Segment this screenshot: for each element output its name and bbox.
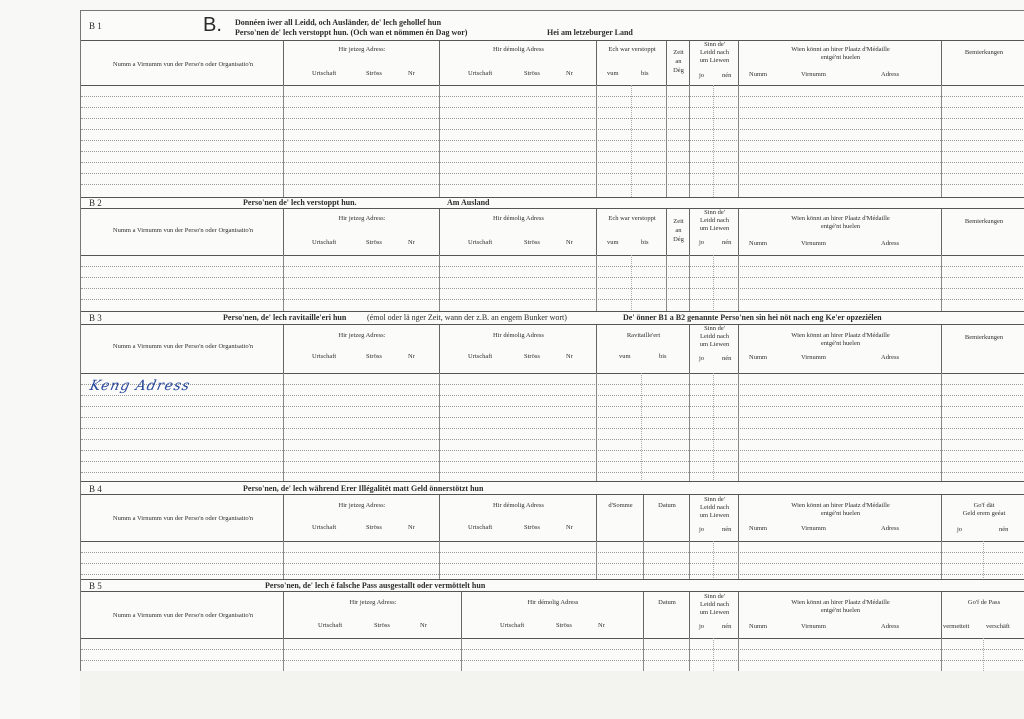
title-line-2-bold: Hei am letzeburger Land bbox=[547, 28, 633, 37]
demolig-address-col bbox=[439, 325, 597, 373]
wien-label-2: entgé'nt huelen bbox=[820, 340, 861, 347]
section-title: Perso'nen de' lech verstoppt hun. bbox=[243, 198, 357, 207]
page-margin bbox=[80, 671, 1024, 719]
sinn-label-2: Leidd nach bbox=[699, 49, 730, 56]
demolig-address-label: Hir démolig Adress bbox=[493, 502, 544, 509]
nr-label: Nr bbox=[408, 524, 415, 531]
virnumm-label: Virnumm bbox=[801, 240, 826, 247]
datum-col bbox=[643, 592, 690, 638]
bemierkungen-col bbox=[941, 325, 1024, 373]
b4-header bbox=[81, 495, 1024, 542]
demolig-address-col bbox=[439, 209, 597, 255]
zeit-col bbox=[666, 209, 690, 255]
section-b3 bbox=[81, 311, 1024, 482]
stross-label: Ströss bbox=[556, 622, 572, 629]
name-col-label: Numm a Virnumm vun der Perso'n oder Organisatio'n bbox=[112, 61, 254, 68]
geld-erem-col bbox=[941, 495, 1024, 541]
section-b5 bbox=[81, 579, 1024, 673]
ortschaft-label: Urtschaft bbox=[312, 353, 337, 360]
section-b3-title bbox=[81, 312, 1024, 325]
wien-label-2: entgé'nt huelen bbox=[820, 223, 861, 230]
medaille-col bbox=[738, 209, 942, 255]
zeit-an-label: an bbox=[675, 227, 682, 234]
vum-label: vum bbox=[607, 239, 619, 246]
wien-label-1: Wien könnt an hirer Plaatz d'Médaille bbox=[791, 502, 890, 509]
sinn-col bbox=[689, 41, 739, 85]
current-address-label: Hir jetzeg Adress: bbox=[338, 46, 386, 53]
stross-label: Ströss bbox=[524, 524, 540, 531]
virnumm-label: Virnumm bbox=[801, 623, 826, 630]
medaille-col bbox=[738, 592, 942, 638]
sinn-label-3: um Liewen bbox=[699, 225, 730, 232]
demolig-address-label: Hir démolig Adress bbox=[493, 332, 544, 339]
nr-label: Nr bbox=[408, 353, 415, 360]
sinn-label-2: Leidd nach bbox=[699, 217, 730, 224]
vermeteit-label: vermetteit bbox=[943, 623, 970, 630]
numm-label: Numm bbox=[749, 623, 768, 630]
wien-label-2: entgé'nt huelen bbox=[820, 510, 861, 517]
wien-label-2: entgé'nt huelen bbox=[820, 607, 861, 614]
section-b4-title bbox=[81, 482, 1024, 495]
verstoppt-col bbox=[596, 41, 667, 85]
section-b1 bbox=[81, 11, 1024, 197]
bemierkungen-label: Bemierkungen bbox=[964, 49, 1004, 56]
stross-label: Ströss bbox=[366, 524, 382, 531]
section-title-right: De' önner B1 a B2 genannte Perso'nen sin hei nöt nach eng Ke'er opzeziélen bbox=[623, 313, 882, 322]
verstoppt-label: Ech war verstoppt bbox=[608, 46, 656, 53]
medaille-col bbox=[738, 495, 942, 541]
b1-rows bbox=[81, 85, 1024, 197]
verstoppt-label: Ech war verstoppt bbox=[608, 215, 656, 222]
current-address-label: Hir jetzeg Adress: bbox=[338, 215, 386, 222]
ravitaille-col bbox=[596, 325, 690, 373]
datum-col bbox=[643, 495, 690, 541]
sinn-label-2: Leidd nach bbox=[699, 504, 730, 511]
vum-label: vum bbox=[607, 70, 619, 77]
nen-label: nén bbox=[722, 526, 732, 533]
title-line-2: Perso'nen de' lech verstoppt hun. (Och wan et nömmen én Dag wor) bbox=[235, 28, 468, 37]
section-title: Perso'nen, de' lech é falsche Pass ausgestallt oder vermöttelt hun bbox=[265, 581, 486, 590]
b2-header bbox=[81, 209, 1024, 256]
nr-label: Nr bbox=[566, 70, 573, 77]
bis-label: bis bbox=[641, 70, 649, 77]
section-title: Perso'nen, de' lech während Erer Illégalitét matt Geld önnerstötzt hun bbox=[243, 484, 484, 493]
gof-pass-col bbox=[941, 592, 1024, 638]
virnumm-label: Virnumm bbox=[801, 71, 826, 78]
virnumm-label: Virnumm bbox=[801, 354, 826, 361]
wien-label-1: Wien könnt an hirer Plaatz d'Médaille bbox=[791, 599, 890, 606]
sinn-col bbox=[689, 325, 739, 373]
nr-label: Nr bbox=[408, 239, 415, 246]
jo-label: jo bbox=[699, 623, 705, 630]
stross-label: Ströss bbox=[524, 239, 540, 246]
nen-label: nén bbox=[722, 239, 732, 246]
nr-label: Nr bbox=[566, 239, 573, 246]
verstoppt-col bbox=[596, 209, 667, 255]
section-title-right: Am Ausland bbox=[447, 198, 490, 207]
sinn-label-3: um Liewen bbox=[699, 57, 730, 64]
sinn-col bbox=[689, 209, 739, 255]
virnumm-label: Virnumm bbox=[801, 525, 826, 532]
medaille-col bbox=[738, 41, 942, 85]
stross-label: Ströss bbox=[374, 622, 390, 629]
numm-label: Numm bbox=[749, 525, 768, 532]
section-b2 bbox=[81, 197, 1024, 312]
section-b1-title bbox=[81, 11, 1024, 41]
adress-label: Adress bbox=[881, 525, 900, 532]
zeit-an-label: an bbox=[675, 58, 682, 65]
current-address-col bbox=[283, 41, 440, 85]
ortschaft-label: Urtschaft bbox=[312, 239, 337, 246]
zeit-label: Zeit bbox=[673, 218, 684, 225]
demolig-address-col bbox=[439, 495, 597, 541]
wien-label-1: Wien könnt an hirer Plaatz d'Médaille bbox=[791, 215, 890, 222]
name-col-label: Numm a Virnumm vun der Perso'n oder Organisatio'n bbox=[112, 515, 254, 522]
zeit-deg-label: Dèg bbox=[673, 67, 684, 74]
wien-label-1: Wien könnt an hirer Plaatz d'Médaille bbox=[791, 332, 890, 339]
name-col-label: Numm a Virnumm vun der Perso'n oder Organisatio'n bbox=[112, 227, 254, 234]
wien-label-2: entgé'nt huelen bbox=[820, 54, 861, 61]
zeit-col bbox=[666, 41, 690, 85]
demolig-address-label: Hir démolig Adress bbox=[493, 215, 544, 222]
bemierkungen-label: Bemierkungen bbox=[964, 334, 1004, 341]
ortschaft-label: Urtschaft bbox=[468, 524, 493, 531]
sinn-label-3: um Liewen bbox=[699, 609, 730, 616]
form-sheet bbox=[80, 10, 1024, 672]
datum-label: Datum bbox=[658, 502, 676, 509]
medaille-col bbox=[738, 325, 942, 373]
sinn-label-1: Sinn de' bbox=[704, 209, 725, 216]
name-col-label: Numm a Virnumm vun der Perso'n oder Organisatio'n bbox=[112, 343, 254, 350]
datum-label: Datum bbox=[658, 599, 676, 606]
ortschaft-label: Urtschaft bbox=[468, 239, 493, 246]
current-address-label: Hir jetzeg Adress: bbox=[338, 502, 386, 509]
demolig-address-col bbox=[461, 592, 644, 638]
gofdat-label-2: Geld erem geéat bbox=[962, 510, 1006, 517]
bemierkungen-col bbox=[941, 41, 1024, 85]
nr-label: Nr bbox=[566, 524, 573, 531]
title-line-1: Donnéen iwer all Leidd, och Ausländer, de' lech gehollef hun bbox=[235, 18, 442, 27]
bemierkungen-col bbox=[941, 209, 1024, 255]
ravitaille-label: Ravitaille'ert bbox=[626, 332, 661, 339]
ortschaft-label: Urtschaft bbox=[468, 70, 493, 77]
nr-label: Nr bbox=[408, 70, 415, 77]
b5-header bbox=[81, 592, 1024, 639]
b5-rows bbox=[81, 638, 1024, 673]
numm-label: Numm bbox=[749, 354, 768, 361]
ortschaft-label: Urtschaft bbox=[312, 524, 337, 531]
wien-label-1: Wien könnt an hirer Plaatz d'Médaille bbox=[791, 46, 890, 53]
nr-label: Nr bbox=[420, 622, 427, 629]
sinn-label-1: Sinn de' bbox=[704, 41, 725, 48]
jo-label: jo bbox=[699, 239, 705, 246]
jo-label: jo bbox=[699, 526, 705, 533]
ortschaft-label: Urtschaft bbox=[318, 622, 343, 629]
b3-header bbox=[81, 325, 1024, 374]
demolig-address-label: Hir démolig Adress bbox=[493, 46, 544, 53]
bemierkungen-label: Bemierkungen bbox=[964, 218, 1004, 225]
somme-label: d'Somme bbox=[608, 502, 633, 509]
jo-label: jo bbox=[699, 355, 705, 362]
nen-label: nén bbox=[722, 72, 732, 79]
nen-label: nén bbox=[722, 623, 732, 630]
section-code: B 1 bbox=[89, 21, 102, 31]
nr-label: Nr bbox=[598, 622, 605, 629]
stross-label: Ströss bbox=[524, 353, 540, 360]
section-title: Perso'nen, de' lech ravitaille'eri hun bbox=[223, 313, 347, 322]
sinn-label-2: Leidd nach bbox=[699, 333, 730, 340]
numm-label: Numm bbox=[749, 240, 768, 247]
demolig-address-label: Hir démolig Adress bbox=[527, 599, 579, 606]
stross-label: Ströss bbox=[524, 70, 540, 77]
handwritten-entry: Keng Adress bbox=[88, 378, 192, 394]
current-address-col bbox=[283, 592, 462, 638]
sinn-col bbox=[689, 495, 739, 541]
current-address-col bbox=[283, 209, 440, 255]
gofdat-label-1: Go'f dät bbox=[973, 502, 995, 509]
vum-label: vum bbox=[619, 353, 631, 360]
b3-rows bbox=[81, 373, 1024, 482]
section-code: B 4 bbox=[89, 484, 102, 494]
somme-col bbox=[596, 495, 644, 541]
sinn-col bbox=[689, 592, 739, 638]
sinn-label-2: Leidd nach bbox=[699, 601, 730, 608]
zeit-label: Zeit bbox=[673, 49, 684, 56]
nen-label: nén bbox=[999, 526, 1009, 533]
section-title-mid: (émol oder lä nger Zeit, wann der z.B. an engem Bunker wort) bbox=[367, 313, 567, 322]
ortschaft-label: Urtschaft bbox=[468, 353, 493, 360]
bis-label: bis bbox=[659, 353, 667, 360]
b2-rows bbox=[81, 255, 1024, 312]
section-b5-title bbox=[81, 580, 1024, 592]
current-address-col bbox=[283, 325, 440, 373]
gofpass-label: Go'f de Pass bbox=[967, 599, 1001, 606]
adress-label: Adress bbox=[881, 71, 900, 78]
numm-label: Numm bbox=[749, 71, 768, 78]
nr-label: Nr bbox=[566, 353, 573, 360]
section-letter: B. bbox=[203, 14, 222, 36]
bis-label: bis bbox=[641, 239, 649, 246]
section-code: B 3 bbox=[89, 313, 102, 323]
current-address-label: Hir jetzeg Adress: bbox=[338, 332, 386, 339]
b4-rows bbox=[81, 541, 1024, 580]
adress-label: Adress bbox=[881, 623, 900, 630]
stross-label: Ströss bbox=[366, 239, 382, 246]
sinn-label-1: Sinn de' bbox=[704, 325, 725, 332]
adress-label: Adress bbox=[881, 354, 900, 361]
section-b4 bbox=[81, 481, 1024, 580]
ortschaft-label: Urtschaft bbox=[312, 70, 337, 77]
section-code: B 2 bbox=[89, 198, 102, 208]
sinn-label-1: Sinn de' bbox=[704, 593, 725, 600]
stross-label: Ströss bbox=[366, 353, 382, 360]
section-b2-title bbox=[81, 198, 1024, 209]
b1-header bbox=[81, 41, 1024, 86]
adress-label: Adress bbox=[881, 240, 900, 247]
verschaft-label: verschäft bbox=[986, 623, 1010, 630]
sinn-label-1: Sinn de' bbox=[704, 496, 725, 503]
demolig-address-col bbox=[439, 41, 597, 85]
nen-label: nén bbox=[722, 355, 732, 362]
sinn-label-3: um Liewen bbox=[699, 512, 730, 519]
zeit-deg-label: Dég bbox=[673, 236, 684, 243]
section-code: B 5 bbox=[89, 581, 102, 591]
ortschaft-label: Urtschaft bbox=[500, 622, 525, 629]
current-address-col bbox=[283, 495, 440, 541]
name-col-label: Numm a Virnumm vun der Perso'n oder Organisatio'n bbox=[112, 612, 254, 619]
sinn-label-3: um Liewen bbox=[699, 341, 730, 348]
jo-label: jo bbox=[699, 72, 705, 79]
current-address-label: Hir jetzeg Adress: bbox=[349, 599, 397, 606]
jo-label: jo bbox=[957, 526, 963, 533]
stross-label: Ströss bbox=[366, 70, 382, 77]
